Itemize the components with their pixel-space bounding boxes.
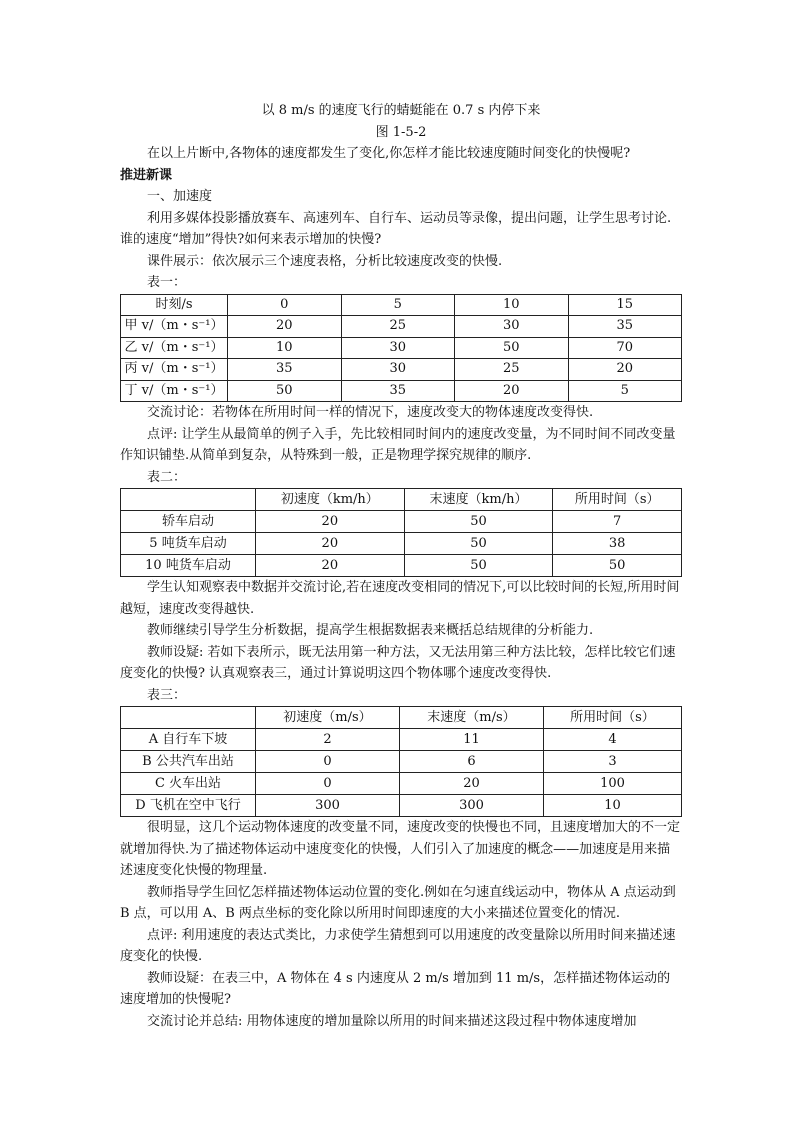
table-cell: 70 <box>568 337 682 359</box>
table1-label: 表一： <box>147 275 187 290</box>
paragraph-10: 点评: 利用速度的表达式类比，力求使学生猜想到可以用速度的改变量除以所用时间来描述速度变化的快慢. <box>120 927 676 964</box>
table-cell: 100 <box>543 773 681 795</box>
table-header-row <box>121 489 682 511</box>
table-cell: 3 <box>543 751 681 773</box>
table-cell: 丁 v/（m・s⁻¹） <box>121 380 228 402</box>
table-cell: 20 <box>256 511 405 533</box>
section-heading: 推进新课 <box>120 167 173 183</box>
paragraph-12: 交流讨论并总结: 用物体速度的增加量除以所用的时间来描述这段过程中物体速度增加 <box>147 1013 637 1029</box>
table-cell: D 飞机在空中飞行 <box>121 795 256 817</box>
table-header-cell: 15 <box>568 294 682 316</box>
table-header-cell: 末速度（km/h） <box>404 489 553 511</box>
table-cell: 50 <box>404 555 553 577</box>
paragraph-4: 点评: 让学生从最简单的例子入手，先比较相同时间内的速度改变量，为不同时间不同改变量作知识铺垫.从简单到复杂，从特殊到一般，正是物理学探究规律的顺序. <box>120 426 676 463</box>
table-3 <box>120 706 682 817</box>
table-cell: 38 <box>553 533 682 555</box>
table-cell: 10 吨货车启动 <box>121 555 256 577</box>
table-1 <box>120 294 682 403</box>
table-header-cell: 初速度（km/h） <box>256 489 405 511</box>
table-row <box>121 795 682 817</box>
paragraph-1: 利用多媒体投影播放赛车、高速列车、自行车、运动员等录像，提出问题，让学生思考讨论.谁的速度“增加”得快?如何来表示增加的快慢? <box>120 210 672 247</box>
table-cell: 25 <box>455 359 569 381</box>
table-cell: 50 <box>404 511 553 533</box>
table-header-cell: 末速度（m/s） <box>399 707 543 729</box>
table-header-cell: 所用时间（s） <box>543 707 681 729</box>
table-cell: 20 <box>228 316 342 338</box>
table-row <box>121 533 682 555</box>
paragraph-7: 教师设疑: 若如下表所示，既无法用第一种方法，又无法用第三种方法比较，怎样比较它们速度变化的快慢? 认真观察表三，通过计算说明这四个物体哪个速度改变得快. <box>120 644 676 681</box>
table-header-row <box>121 707 682 729</box>
intro-paragraph: 在以上片断中,各物体的速度都发生了变化,你怎样才能比较速度随时间变化的快慢呢? <box>147 146 631 161</box>
table-cell: B 公共汽车出站 <box>121 751 256 773</box>
table-2 <box>120 488 682 577</box>
table-cell: 甲 v/（m・s⁻¹） <box>121 316 228 338</box>
table-cell: 0 <box>256 773 400 795</box>
paragraph-5: 学生认知观察表中数据并交流讨论,若在速度改变相同的情况下,可以比较时间的长短,所用时间越短，速度改变得越快. <box>120 580 680 617</box>
table-header-cell: 时刻/s <box>121 294 228 316</box>
table-cell: 10 <box>228 337 342 359</box>
table-cell: C 火车出站 <box>121 773 256 795</box>
figure-caption: 以 8 m/s 的速度飞行的蜻蜓能在 0.7 s 内停下来 <box>261 103 541 118</box>
table-cell: 300 <box>256 795 400 817</box>
table-cell: 30 <box>341 359 455 381</box>
table-cell: 丙 v/（m・s⁻¹） <box>121 359 228 381</box>
table2-label: 表二： <box>147 469 187 485</box>
table-cell: 7 <box>553 511 682 533</box>
table-row <box>121 773 682 795</box>
table-cell: 2 <box>256 729 400 751</box>
subsection-title: 一、加速度 <box>147 189 213 204</box>
table-cell: 20 <box>568 359 682 381</box>
table-cell: 35 <box>568 316 682 338</box>
paragraph-9: 教师指导学生回忆怎样描述物体运动位置的变化.例如在匀速直线运动中，物体从 A 点运动到 B 点，可以用 A、B 两点坐标的变化除以所用时间即速度的大小来描述位置变化的情况. <box>120 884 676 921</box>
table-cell: 20 <box>399 773 543 795</box>
table-cell: A 自行车下坡 <box>121 729 256 751</box>
table-row <box>121 729 682 751</box>
table-header-cell: 所用时间（s） <box>553 489 682 511</box>
paragraph-8: 很明显，这几个运动物体速度的改变量不同，速度改变的快慢也不同，且速度增加大的不一定就增加得快.为了描述物体运动中速度变化的快慢，人们引入了加速度的概念——加速度是用来描述速度变化快慢的物理量. <box>120 820 681 878</box>
paragraph-6: 教师继续引导学生分析数据，提高学生根据数据表来概括总结规律的分析能力. <box>147 623 594 638</box>
table-cell: 5 <box>568 380 682 402</box>
table-cell: 50 <box>404 533 553 555</box>
figure-number: 图 1-5-2 <box>375 124 427 140</box>
table-cell: 11 <box>399 729 543 751</box>
table-row <box>121 359 682 381</box>
table-header-cell: 10 <box>455 294 569 316</box>
table-cell: 10 <box>543 795 681 817</box>
table-header-cell: 5 <box>341 294 455 316</box>
table-cell: 30 <box>341 337 455 359</box>
paragraph-3: 交流讨论：若物体在所用时间一样的情况下，速度改变大的物体速度改变得快. <box>147 405 594 420</box>
table-cell: 300 <box>399 795 543 817</box>
table-header-cell: 初速度（m/s） <box>256 707 400 729</box>
table-cell: 50 <box>228 380 342 402</box>
paragraph-11: 教师设疑：在表三中，A 物体在 4 s 内速度从 2 m/s 增加到 11 m/s，怎样描述物体运动的速度增加的快慢呢? <box>120 970 671 1007</box>
table-header-row <box>121 294 682 316</box>
table-header-cell <box>121 707 256 729</box>
table-row <box>121 316 682 338</box>
table-cell: 35 <box>228 359 342 381</box>
table-header-cell <box>121 489 256 511</box>
table-cell: 30 <box>455 316 569 338</box>
table-row <box>121 555 682 577</box>
table-row <box>121 380 682 402</box>
table-cell: 4 <box>543 729 681 751</box>
table-cell: 50 <box>553 555 682 577</box>
paragraph-2: 课件展示：依次展示三个速度表格，分析比较速度改变的快慢. <box>147 253 503 269</box>
table-row <box>121 511 682 533</box>
table-cell: 轿车启动 <box>121 511 256 533</box>
table-cell: 20 <box>256 533 405 555</box>
table-row <box>121 337 682 359</box>
table3-label: 表三： <box>147 687 187 703</box>
table-cell: 20 <box>256 555 405 577</box>
table-header-cell: 0 <box>228 294 342 316</box>
table-cell: 20 <box>455 380 569 402</box>
table-cell: 50 <box>455 337 569 359</box>
table-cell: 0 <box>256 751 400 773</box>
table-cell: 35 <box>341 380 455 402</box>
table-cell: 6 <box>399 751 543 773</box>
table-row <box>121 751 682 773</box>
table-cell: 5 吨货车启动 <box>121 533 256 555</box>
table-cell: 25 <box>341 316 455 338</box>
document-body <box>120 100 682 1032</box>
table-cell: 乙 v/（m・s⁻¹） <box>121 337 228 359</box>
